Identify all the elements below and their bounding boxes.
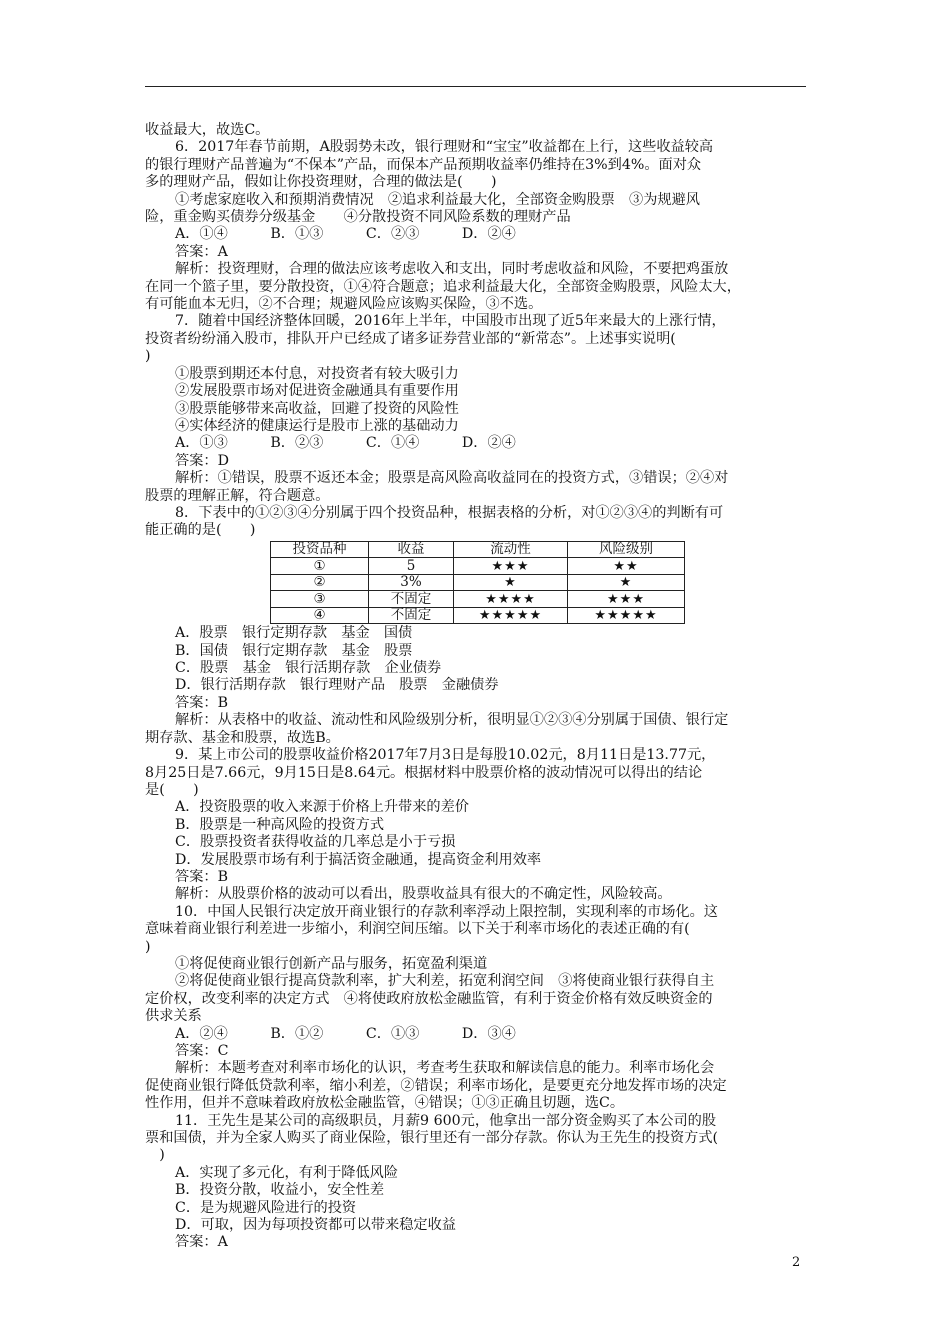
text-line: 定价权，改变利率的决定方式 ④将使政府放松金融监管，有利于资金价格有效反映资金的 [145, 990, 713, 1007]
text-line: 6．2017年春节前期，A股弱势未改，银行理财和“宝宝”收益都在上行，这些收益较高 [175, 139, 714, 156]
text-line: B．国债 银行定期存款 基金 股票 [175, 642, 413, 659]
text-line: 的银行理财产品普遍为“不保本”产品，而保本产品预期收益率仍维持在3%到4%。面对众 [145, 156, 702, 173]
text-line: D．可取，因为每项投资都可以带来稳定收益 [175, 1217, 456, 1234]
document-body [145, 122, 806, 1252]
page-number: 2 [792, 1255, 801, 1270]
text-line: 是( ) [145, 781, 199, 798]
text-line: 收益最大，故选C。 [145, 122, 270, 138]
table-header-cell: 风险级别 [568, 541, 685, 558]
table-cell: ★★★★★ [568, 607, 685, 624]
text-line: 票和国债，并为全家人购买了商业保险，银行里还有一部分存款。你认为王先生的投资方式( [145, 1130, 719, 1147]
text-line: 解析：从股票价格的波动可以看出，股票收益具有很大的不确定性，风险较高。 [175, 886, 672, 903]
table-cell: ★★ [568, 558, 685, 575]
text-line: 9．某上市公司的股票收益价格2017年7月3日是每股10.02元，8月11日是13.77元， [175, 747, 716, 764]
text-line: B．股票是一种高风险的投资方式 [175, 816, 385, 833]
text-line: ) [145, 1147, 165, 1164]
text-line: D．银行活期存款 银行理财产品 股票 金融债券 [175, 677, 499, 694]
text-line: ) [145, 938, 151, 955]
table-row [271, 574, 685, 591]
text-line: A．投资股票的收入来源于价格上升带来的差价 [175, 799, 469, 816]
table-cell: 不固定 [369, 607, 454, 624]
text-line: 能正确的是( ) [145, 522, 256, 539]
text-line: A．②④ B．①② C．①③ D．③④ [175, 1025, 516, 1042]
text-line: 解析：投资理财，合理的做法应该考虑收入和支出，同时考虑收益和风险，不要把鸡蛋放 [175, 261, 729, 278]
table-cell: ③ [271, 591, 369, 608]
text-line: 答案：C [175, 1043, 229, 1059]
table-row [271, 607, 685, 624]
investment-table [270, 541, 685, 625]
text-line: 性作用，但并不意味着政府放松金融监管，④错误；①③正确且切题，选C。 [145, 1095, 625, 1112]
text-block-1 [145, 122, 806, 540]
text-line: ②将促使商业银行提高贷款利率，扩大利差，拓宽利润空间 ③将使商业银行获得自主 [175, 973, 715, 990]
text-line: 答案：A [175, 1234, 228, 1251]
text-line: 解析：①错误，股票不返还本金；股票是高风险高收益同在的投资方式，③错误；②④对 [175, 470, 729, 487]
table-header-cell: 收益 [369, 541, 454, 558]
table-row [271, 591, 685, 608]
table-cell: 3% [369, 574, 454, 591]
text-line: A．股票 银行定期存款 基金 国债 [175, 625, 413, 642]
text-line: 期存款、基金和股票，故选B。 [145, 729, 340, 746]
text-line: 答案：B [175, 694, 228, 711]
text-line: 股票的理解正解，符合题意。 [145, 487, 330, 504]
text-line: 解析：从表格中的收益、流动性和风险级别分析，很明显①②③④分别属于国债、银行定 [175, 712, 729, 729]
text-line: ) [145, 348, 151, 365]
text-line: 意味着商业银行利差进一步缩小，利润空间压缩。以下关于利率市场化的表述正确的有( [145, 921, 690, 938]
text-line: 有可能血本无归，②不合理；规避风险应该购买保险，③不选。 [145, 296, 543, 313]
text-line: A．①④ B．①③ C．②③ D．②④ [175, 226, 516, 243]
text-line: C．股票 基金 银行活期存款 企业债券 [175, 660, 442, 677]
text-line: ③股票能够带来高收益，回避了投资的风险性 [175, 400, 459, 417]
table-cell: ① [271, 558, 369, 575]
table-cell: ② [271, 574, 369, 591]
text-line: A．实现了多元化，有利于降低风险 [175, 1164, 399, 1181]
text-line: 供求关系 [145, 1008, 202, 1025]
text-line: 险，重金购买债券分级基金 ④分散投资不同风险系数的理财产品 [145, 209, 571, 226]
table-cell: ★★★★★ [454, 607, 568, 624]
text-line: ①考虑家庭收入和预期消费情况 ②追求利益最大化，全部资金购股票 ③为规避风 [175, 191, 700, 208]
table-cell: ★★★ [568, 591, 685, 608]
text-line: 投资者纷纷涌入股市，排队开户已经成了诸多证券营业部的“新常态”。上述事实说明( [145, 330, 676, 347]
text-line: 促使商业银行降低贷款利率，缩小利差，②错误；利率市场化，是要更充分地发挥市场的决定 [145, 1077, 727, 1094]
text-line: ④实体经济的健康运行是股市上涨的基础动力 [175, 417, 459, 434]
text-line: ①将促使商业银行创新产品与服务，拓宽盈利渠道 [175, 955, 488, 972]
table-row [271, 558, 685, 575]
header-rule [145, 86, 806, 87]
text-line: 在同一个篮子里，要分散投资，①④符合题意；追求利益最大化，全部资金购股票，风险太大， [145, 278, 741, 295]
table-cell: ★ [454, 574, 568, 591]
text-line: 11．王先生是某公司的高级职员，月薪9 600元，他拿出一部分资金购买了本公司的股 [175, 1112, 717, 1129]
text-line: ②发展股票市场对促进资金融通具有重要作用 [175, 383, 459, 400]
text-line: B．投资分散，收益小，安全性差 [175, 1182, 385, 1199]
text-line: 答案：B [175, 868, 228, 885]
text-line: A．①③ B．②③ C．①④ D．②④ [175, 435, 516, 452]
text-line: C．股票投资者获得收益的几率总是小于亏损 [175, 834, 456, 851]
text-line: 解析：本题考查对利率市场化的认识，考查考生获取和解读信息的能力。利率市场化会 [175, 1060, 715, 1077]
table-cell: 5 [369, 558, 454, 575]
table-cell: ★ [568, 574, 685, 591]
text-block-2 [145, 625, 806, 1252]
text-line: 7．随着中国经济整体回暖，2016年上半年，中国股市出现了近5年来最大的上涨行情， [175, 313, 726, 330]
text-line: ①股票到期还本付息，对投资者有较大吸引力 [175, 365, 459, 382]
table-cell: ④ [271, 607, 369, 624]
text-line: 答案：A [175, 243, 228, 260]
table-header-cell: 投资品种 [271, 541, 369, 558]
table-cell: ★★★★ [454, 591, 568, 608]
text-line: 多的理财产品，假如让你投资理财，合理的做法是( ) [145, 174, 497, 191]
text-line: 答案：D [175, 452, 229, 469]
text-line: 10．中国人民银行决定放开商业银行的存款利率浮动上限控制，实现利率的市场化。这 [175, 903, 718, 920]
text-line: D．发展股票市场有利于搞活资金融通，提高资金利用效率 [175, 851, 542, 868]
table-cell: ★★★ [454, 558, 568, 575]
table-header-cell: 流动性 [454, 541, 568, 558]
text-line: 8月25日是7.66元，9月15日是8.64元。根据材料中股票价格的波动情况可以得出的结论 [145, 764, 703, 781]
table-cell: 不固定 [369, 591, 454, 608]
text-line: C．是为规避风险进行的投资 [175, 1199, 357, 1216]
table-header-row [271, 541, 685, 558]
text-line: 8．下表中的①②③④分别属于四个投资品种，根据表格的分析，对①②③④的判断有可 [175, 504, 724, 521]
